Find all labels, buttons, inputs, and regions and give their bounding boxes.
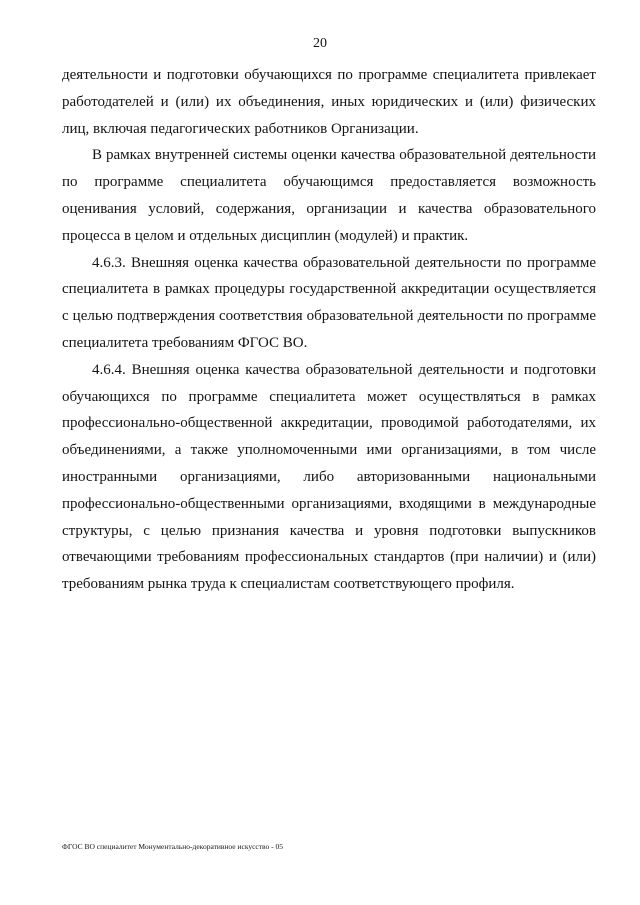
paragraph-4-6-3: 4.6.3. Внешняя оценка качества образовательной деятельности по программе специалитета в рамках процедуры государственной аккредитации осуществляется с целью подтверждения соответствия образовательной деятельности по программе специалитета требованиям ФГОС ВО. xyxy=(62,254,596,351)
paragraph-continuation: деятельности и подготовки обучающихся по программе специалитета привлекает работодателей и (или) их объединения, иных юридических и (или) физических лиц, включая педагогических работников Организации. xyxy=(62,67,596,137)
body-text xyxy=(62,62,596,598)
paragraph-internal-assessment: В рамках внутренней системы оценки качества образовательной деятельности по программе специалитета обучающимся предоставляется возможность оценивания условий, содержания, организации и качества образовательного процесса в целом и отдельных дисциплин (модулей) и практик. xyxy=(62,147,596,244)
paragraph-4-6-4: 4.6.4. Внешняя оценка качества образовательной деятельности и подготовки обучающихся по программе специалитета может осуществляться в рамках профессионально-общественной аккредитации, проводимой работодателями, их объединениями, а также уполномоченными ими организациями, в том числе иностранными организациями, либо авторизованными национальными профессионально-общественными организациями, входящими в международные структуры, с целью признания качества и уровня подготовки выпускников отвечающими требованиям профессиональных стандартов (при наличии) и (или) требованиям рынка труда к специалистам соответствующего профиля. xyxy=(62,361,596,593)
page-footer: ФГОС ВО специалитет Монументально-декоративное искусство - 05 xyxy=(62,842,284,851)
page-number: 20 xyxy=(313,36,327,51)
